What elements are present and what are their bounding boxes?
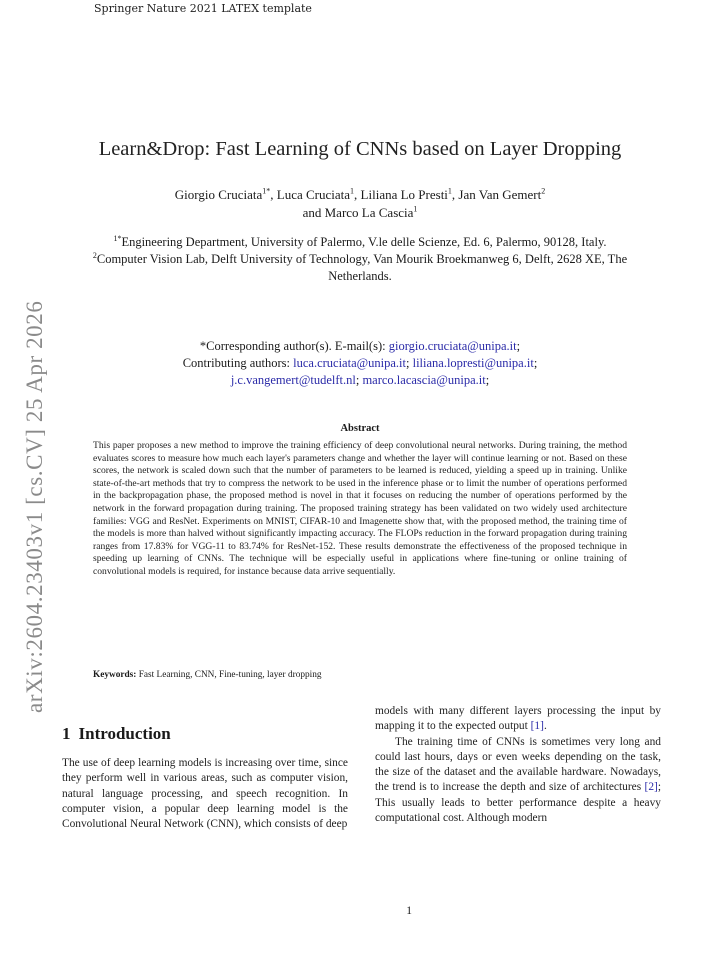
contributing-line-2: j.c.vangemert@tudelft.nl; marco.lacascia@unipa.it; bbox=[230, 373, 490, 387]
header-text: Springer Nature 2021 LATEX template bbox=[94, 2, 312, 15]
author-sup: 2 bbox=[541, 186, 546, 196]
affiliation-sup: 2 bbox=[92, 250, 97, 260]
left-column bbox=[62, 756, 348, 832]
affiliation-sup: 1* bbox=[113, 233, 122, 243]
affiliation-text: Engineering Department, University of Palermo, V.le delle Scienze, Ed. 6, Palermo, 90128, Italy. bbox=[121, 235, 607, 249]
running-header bbox=[94, 2, 312, 15]
page-number: 1 bbox=[406, 905, 412, 917]
paragraph: The use of deep learning models is increasing over time, since they perform well in various areas, such as computer vision, natural language processing, and speech recognition. In computer vision, a popular deep learning model is the Convolutional Neural Network (CNN), which consists of deep bbox=[62, 757, 348, 831]
corresponding-line: *Corresponding author(s). E-mail(s): giorgio.cruciata@unipa.it; bbox=[199, 339, 521, 353]
paragraph bbox=[375, 735, 661, 827]
email-link[interactable]: liliana.lopresti@unipa.it bbox=[412, 356, 534, 370]
affiliation-1 bbox=[60, 234, 660, 251]
keywords-text: Fast Learning, CNN, Fine-tuning, layer dropping bbox=[138, 670, 322, 680]
email-link[interactable]: marco.lacascia@unipa.it bbox=[362, 373, 486, 387]
keywords bbox=[93, 670, 627, 680]
email-link[interactable]: j.c.vangemert@tudelft.nl bbox=[230, 373, 356, 387]
contributing-line: Contributing authors: luca.cruciata@unipa.it; liliana.lopresti@unipa.it; bbox=[182, 356, 538, 370]
citation-link[interactable]: [1] bbox=[530, 720, 544, 733]
paragraph-text: The training time of CNNs is sometimes very long and could last hours, days or even weeks depending on the task, the size of the dataset and the available hardware. Nowadays, the trend is to increase the depth and size of architectures bbox=[375, 735, 661, 794]
keywords-label: Keywords: bbox=[93, 670, 137, 680]
paragraph bbox=[375, 704, 661, 735]
right-column bbox=[375, 704, 661, 826]
author-sup: 1 bbox=[350, 186, 355, 196]
author-sup: 1 bbox=[447, 186, 452, 196]
affiliation-text: Computer Vision Lab, Delft University of Technology, Van Mourik Broekmanweg 6, Delft, 2628 XE, The Netherlands. bbox=[96, 252, 628, 283]
contact-block bbox=[60, 338, 660, 389]
citation-link[interactable]: [2] bbox=[644, 781, 658, 794]
section-number: 1 bbox=[62, 724, 71, 743]
author-list bbox=[60, 186, 660, 222]
section-title: Introduction bbox=[78, 724, 171, 743]
contributing-label: Contributing authors: bbox=[182, 356, 294, 370]
author-prefix: and bbox=[302, 205, 325, 220]
paragraph-text: . bbox=[543, 720, 547, 733]
paragraph-text: models with many different layers processing the input by mapping it to the expected output bbox=[375, 705, 661, 733]
author-sup: 1* bbox=[262, 186, 271, 196]
author-line-2 bbox=[60, 204, 660, 222]
section-heading bbox=[62, 724, 171, 744]
email-link[interactable]: giorgio.cruciata@unipa.it bbox=[388, 339, 517, 353]
abstract-body: This paper proposes a new method to improve the training efficiency of deep convolutional neural networks. During training, the method evaluates scores to measure how much each layer's parameters change and whether the layer will continue learning or not. Based on these scores, the network is scaled down such that the number of parameters to be learned is reduced, yielding a speed up in training. Unlike state-of-the-art methods that try to compress the network to be used in the inference phase or to limit the number of operations performed in the backpropagation phase, the proposed method is novel in that it focuses on reducing the number of operations performed by the network in the forward propagation during training. The proposed training strategy has been validated on two widely used architecture families: VGG and ResNet. Experiments on MNIST, CIFAR-10 and Imagenette show that, with the proposed method, the training time of the models is more than halved without significantly impacting accuracy. The FLOPs reduction in the forward propagation during training ranges from 17.83% for VGG-11 to 83.74% for ResNet-152. These results demonstrate the effectiveness of the proposed technique in speeding up learning of CNNs. The technique will be especially useful in applications where fine-tuning or online training of convolutional models is required, for instance because data arrive sequentially. bbox=[93, 440, 627, 577]
paragraph-text: ; This usually leads to better performance despite a heavy computational cost. Although modern bbox=[375, 781, 661, 825]
corresponding-label: *Corresponding author(s). E-mail(s): bbox=[199, 339, 389, 353]
author-name: Liliana Lo Presti bbox=[360, 187, 448, 202]
author-name: Luca Cruciata bbox=[276, 187, 351, 202]
author-name: Jan Van Gemert bbox=[458, 187, 542, 202]
affiliation-2 bbox=[60, 251, 660, 285]
abstract-heading: Abstract bbox=[340, 423, 380, 434]
affiliations bbox=[60, 234, 660, 285]
arxiv-stamp: arXiv:2604.23403v1 [cs.CV] 25 Apr 2026 bbox=[22, 300, 47, 713]
paper-title: Learn&Drop: Fast Learning of CNNs based on Layer Dropping bbox=[98, 138, 622, 160]
author-name: Giorgio Cruciata bbox=[174, 187, 263, 202]
author-name: Marco La Cascia bbox=[324, 205, 414, 220]
author-sup: 1 bbox=[413, 204, 418, 214]
email-link[interactable]: luca.cruciata@unipa.it bbox=[293, 356, 406, 370]
author-line-1: Giorgio Cruciata$^{1*}$, Luca Cruciata$^1$, Liliana Lo Presti$^1$, Jan Van Gemert$^2$ bbox=[174, 186, 546, 202]
